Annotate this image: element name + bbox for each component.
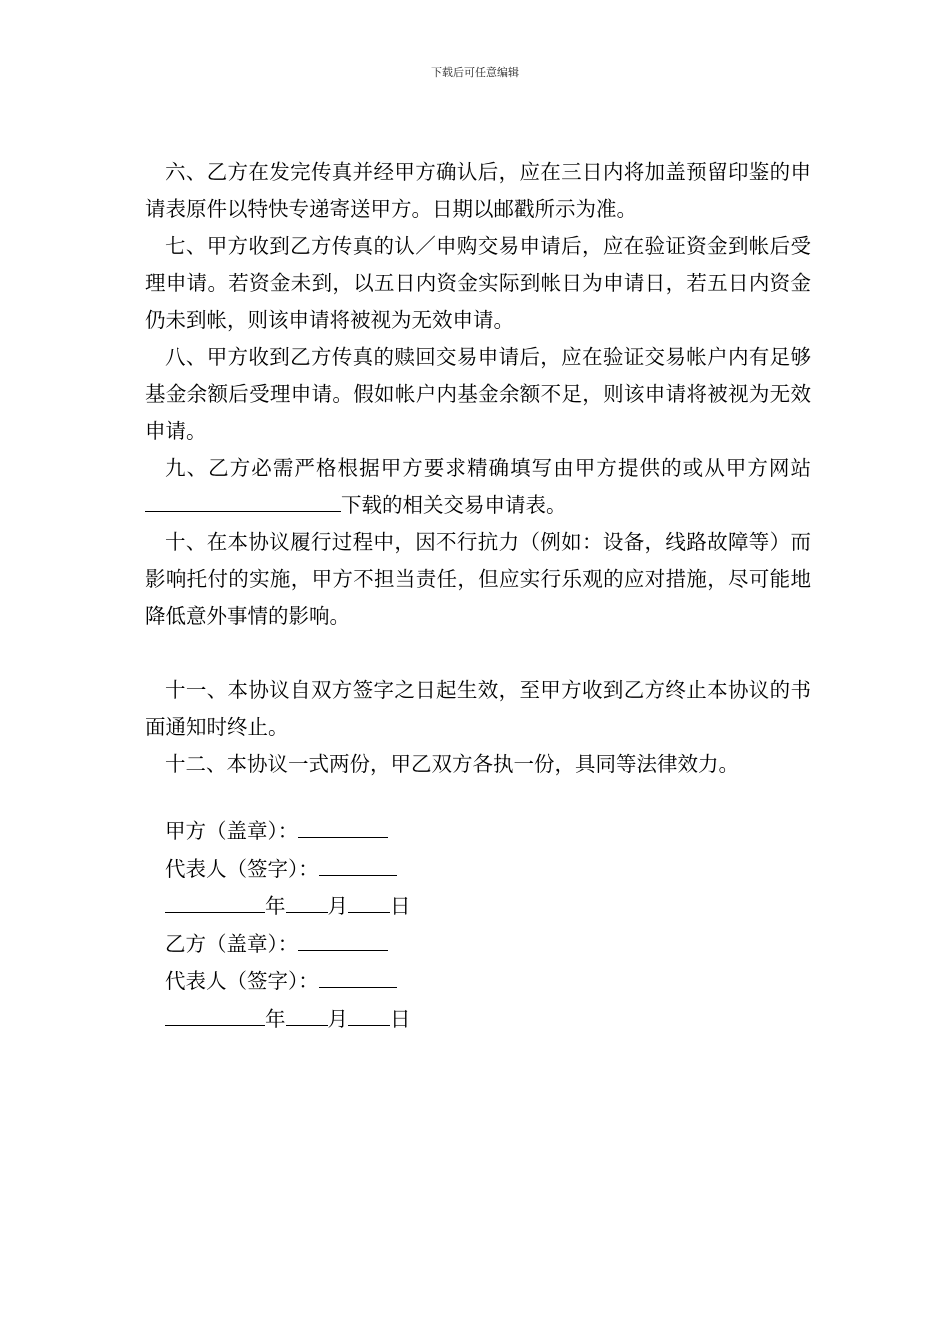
party-b-seal-label: 乙方（盖章）：	[165, 931, 299, 956]
day-blank	[348, 894, 390, 913]
agreement-body	[145, 154, 811, 1038]
year-label: 年	[265, 894, 286, 918]
party-b-rep-label: 代表人（签字）：	[165, 969, 319, 993]
year-blank	[165, 894, 265, 913]
clause-7: 七、甲方收到乙方传真的认／申购交易申请后，应在验证资金到帐后受理申请。若资金未到，以五日内资金实际到帐日为申请日，若五日内资金仍未到帐，则该申请将被视为无效申请。	[145, 234, 811, 332]
party-a-date-line	[145, 888, 811, 926]
clause-9-text-after: 下载的相关交易申请表。	[341, 493, 567, 517]
day-blank	[348, 1007, 390, 1026]
month-label: 月	[327, 1006, 348, 1031]
clause-6: 六、乙方在发完传真并经甲方确认后，应在三日内将加盖预留印鉴的申请表原件以特快专递寄送甲方。日期以邮戳所示为准。	[145, 160, 811, 221]
spacer	[145, 783, 811, 813]
party-b-seal-line	[145, 926, 811, 964]
clause-9	[145, 450, 811, 524]
party-a-rep-line	[145, 851, 811, 889]
month-blank	[286, 894, 328, 913]
signature-block	[145, 813, 811, 1038]
clause-12: 十二、本协议一式两份，甲乙双方各执一份，具同等法律效力。	[165, 752, 739, 776]
clause-11: 十一、本协议自双方签字之日起生效，至甲方收到乙方终止本协议的书面通知时终止。	[145, 678, 811, 739]
clause-8: 八、甲方收到乙方传真的赎回交易申请后，应在验证交易帐户内有足够基金余额后受理申请。假如帐户内基金余额不足，则该申请将被视为无效申请。	[145, 345, 811, 443]
party-a-rep-label: 代表人（签字）：	[165, 856, 319, 881]
party-a-seal-blank	[298, 819, 388, 838]
clause-10: 十、在本协议履行过程中，因不行抗力（例如：设备，线路故障等）而影响托付的实施，甲方不担当责任，但应实行乐观的应对措施，尽可能地降低意外事情的影响。	[145, 530, 811, 628]
day-label: 日	[390, 1006, 411, 1031]
party-a-seal-label: 甲方（盖章）：	[165, 819, 299, 843]
party-b-date-line	[145, 1001, 811, 1039]
party-a-seal-line	[145, 813, 811, 851]
party-b-rep-blank	[319, 969, 397, 988]
website-blank	[145, 493, 341, 512]
year-label: 年	[265, 1006, 286, 1031]
day-label: 日	[390, 894, 411, 918]
year-blank	[165, 1007, 265, 1026]
month-blank	[286, 1007, 328, 1026]
month-label: 月	[327, 894, 348, 918]
party-a-rep-blank	[319, 857, 397, 876]
page-header-note: 下载后可任意编辑	[431, 66, 519, 79]
spacer	[145, 635, 811, 672]
party-b-seal-blank	[298, 932, 388, 951]
clause-9-text-before: 九、乙方必需严格根据甲方要求精确填写由甲方提供的或从甲方网站	[165, 456, 811, 480]
party-b-rep-line	[145, 963, 811, 1001]
